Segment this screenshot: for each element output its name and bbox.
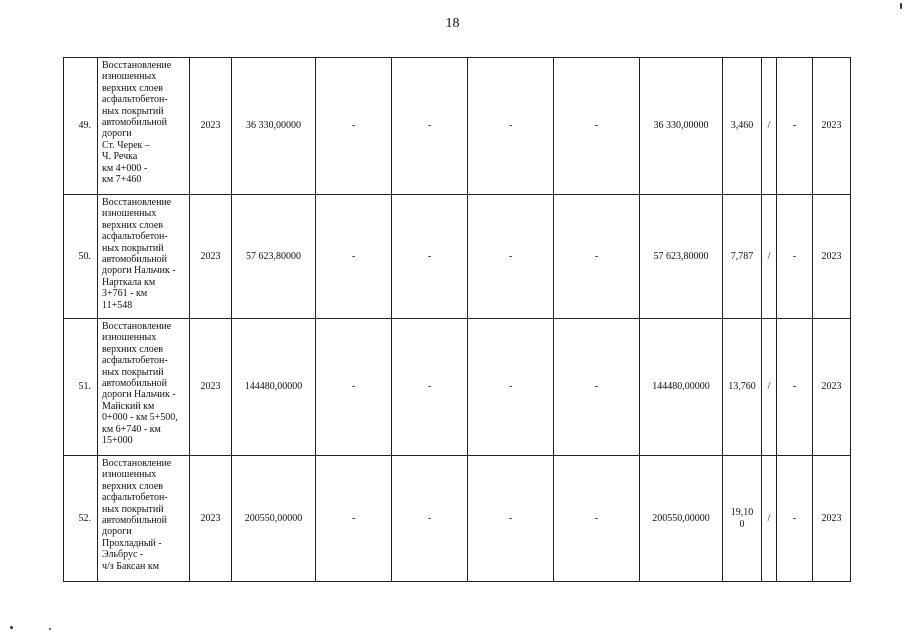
table-row: [64, 319, 851, 456]
row-description: Восстановление изношенных верхних слоев асфальтобетон- ных покрытий автомобильной дороги Прохладный - Эльбрус - ч/з Баксан км: [98, 456, 190, 582]
row-number: 49.: [64, 58, 98, 195]
row-end-year: 2023: [813, 195, 851, 319]
row-cell-dash: -: [777, 319, 813, 456]
row-year: 2023: [190, 456, 232, 582]
row-end-year: 2023: [813, 456, 851, 582]
page-number: 18: [445, 16, 460, 31]
row-total-amount: 144480,00000: [232, 319, 316, 456]
row-cell-dash: -: [316, 319, 392, 456]
row-cell-dash: -: [316, 58, 392, 195]
row-number: 50.: [64, 195, 98, 319]
table-row: [64, 195, 851, 319]
row-year: 2023: [190, 319, 232, 456]
row-slash: /: [762, 195, 777, 319]
row-slash: /: [762, 58, 777, 195]
row-cell-dash: -: [468, 456, 554, 582]
row-other-amount: 200550,00000: [640, 456, 723, 582]
row-total-amount: 57 623,80000: [232, 195, 316, 319]
row-description: Восстановление изношенных верхних слоев асфальтобетон- ных покрытий автомобильной дороги Ст. Черек – Ч. Речка км 4+000 - км 7+460: [98, 58, 190, 195]
row-cell-dash: -: [392, 58, 468, 195]
row-cell-dash: -: [316, 456, 392, 582]
row-total-amount: 36 330,00000: [232, 58, 316, 195]
row-cell-dash: -: [554, 58, 640, 195]
row-slash: /: [762, 319, 777, 456]
scan-speck: [10, 626, 13, 629]
row-cell-dash: -: [468, 319, 554, 456]
row-length: 7,787: [723, 195, 762, 319]
row-cell-dash: -: [554, 456, 640, 582]
row-end-year: 2023: [813, 58, 851, 195]
scan-speck: [900, 3, 902, 9]
table-row: [64, 456, 851, 582]
row-number: 51.: [64, 319, 98, 456]
row-cell-dash: -: [777, 58, 813, 195]
row-other-amount: 57 623,80000: [640, 195, 723, 319]
row-description: Восстановление изношенных верхних слоев асфальтобетон- ных покрытий автомобильной дороги Нальчик - Майский км 0+000 - км 5+500, км 6+740 - км 15+000: [98, 319, 190, 456]
row-cell-dash: -: [392, 319, 468, 456]
row-cell-dash: -: [316, 195, 392, 319]
row-other-amount: 144480,00000: [640, 319, 723, 456]
table-row: [64, 58, 851, 195]
row-length: 13,760: [723, 319, 762, 456]
row-slash: /: [762, 456, 777, 582]
row-description: Восстановление изношенных верхних слоев асфальтобетон- ных покрытий автомобильной дороги Нальчик - Нарткала км 3+761 - км 11+548: [98, 195, 190, 319]
row-year: 2023: [190, 195, 232, 319]
row-cell-dash: -: [777, 195, 813, 319]
row-other-amount: 36 330,00000: [640, 58, 723, 195]
row-cell-dash: -: [468, 195, 554, 319]
budget-table: [63, 57, 851, 582]
row-cell-dash: -: [392, 195, 468, 319]
row-number: 52.: [64, 456, 98, 582]
row-total-amount: 200550,00000: [232, 456, 316, 582]
row-length: 19,10 0: [723, 456, 762, 582]
scan-speck: [49, 628, 51, 630]
row-end-year: 2023: [813, 319, 851, 456]
row-cell-dash: -: [554, 319, 640, 456]
row-year: 2023: [190, 58, 232, 195]
row-cell-dash: -: [777, 456, 813, 582]
row-cell-dash: -: [468, 58, 554, 195]
row-length: 3,460: [723, 58, 762, 195]
row-cell-dash: -: [554, 195, 640, 319]
row-cell-dash: -: [392, 456, 468, 582]
